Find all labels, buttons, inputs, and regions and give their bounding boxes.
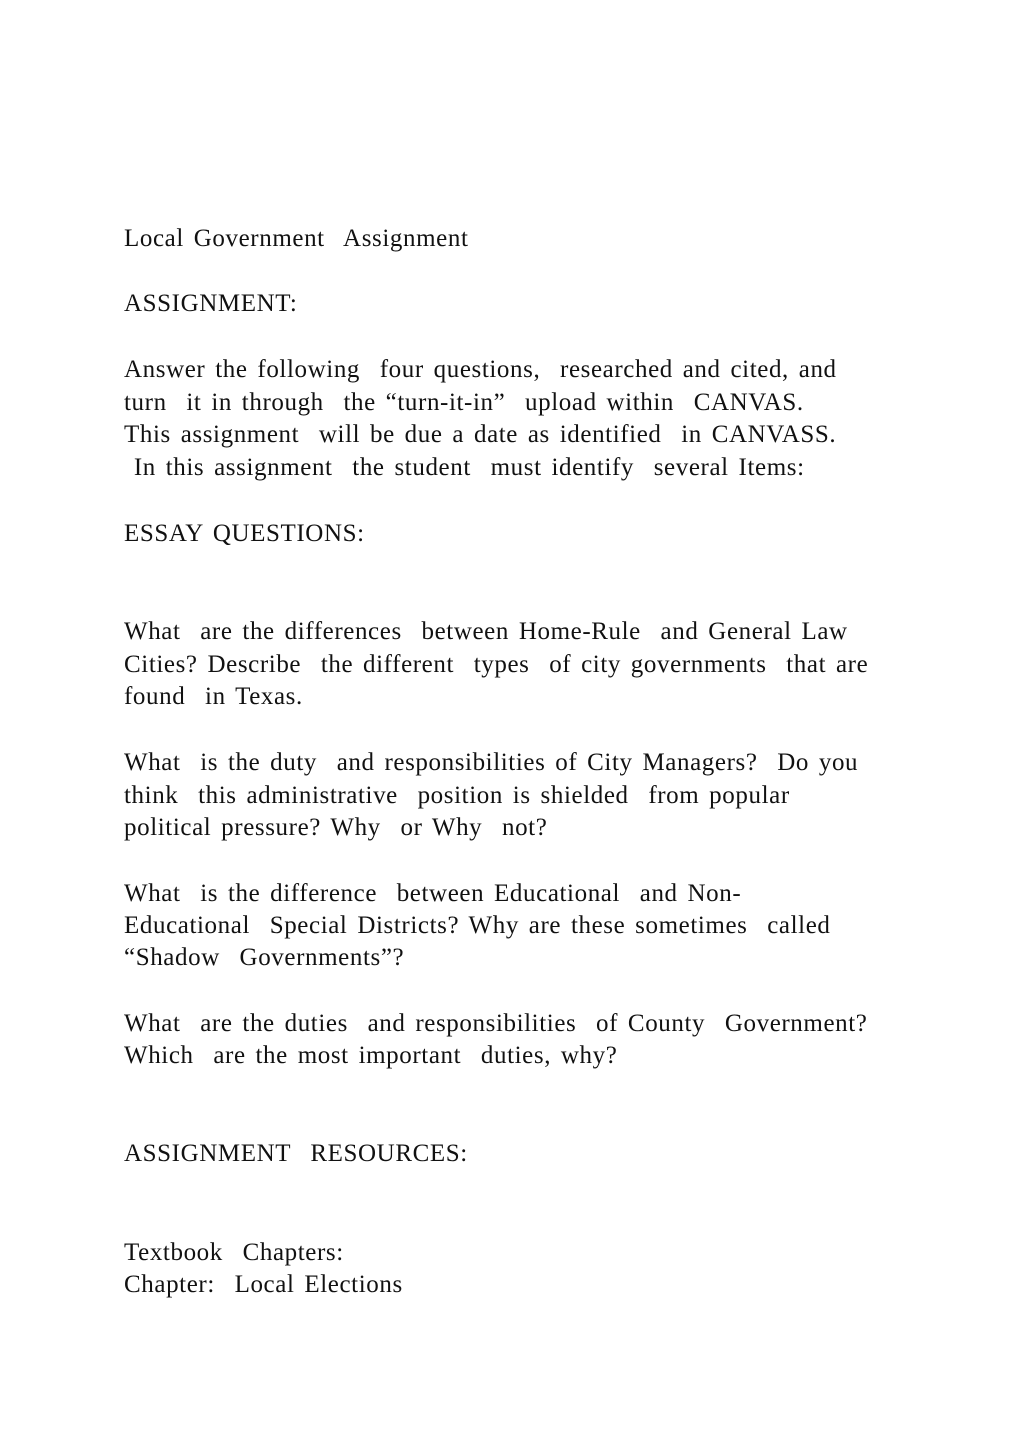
intro-line: turn it in through the “turn-it-in” upload within CANVAS.: [124, 389, 804, 416]
intro-line: In this assignment the student must identify several Items:: [124, 454, 805, 481]
question-2-line: think this administrative position is shielded from popular: [124, 782, 790, 809]
document-title: Local Government Assignment: [124, 225, 469, 252]
textbook-chapters-heading: Textbook Chapters:: [124, 1239, 344, 1266]
question-2-line: political pressure? Why or Why not?: [124, 814, 548, 841]
question-2-line: What is the duty and responsibilities of City Managers? Do you: [124, 749, 859, 776]
chapter-line: Chapter: Local Elections: [124, 1271, 403, 1298]
question-4-line: Which are the most important duties, why?: [124, 1042, 618, 1069]
assignment-heading: ASSIGNMENT:: [124, 290, 298, 317]
question-3-line: “Shadow Governments”?: [124, 944, 405, 971]
question-3-line: Educational Special Districts? Why are these sometimes called: [124, 912, 831, 939]
question-1-line: Cities? Describe the different types of city governments that are: [124, 651, 869, 678]
question-1-line: found in Texas.: [124, 683, 303, 710]
question-4-line: What are the duties and responsibilities of County Government?: [124, 1010, 868, 1037]
intro-line: Answer the following four questions, researched and cited, and: [124, 356, 837, 383]
intro-line: This assignment will be due a date as identified in CANVASS.: [124, 421, 837, 448]
question-3-line: What is the difference between Educational and Non-: [124, 880, 742, 907]
question-1-line: What are the differences between Home-Rule and General Law: [124, 618, 848, 645]
essay-questions-heading: ESSAY QUESTIONS:: [124, 520, 365, 547]
assignment-resources-heading: ASSIGNMENT RESOURCES:: [124, 1140, 468, 1167]
